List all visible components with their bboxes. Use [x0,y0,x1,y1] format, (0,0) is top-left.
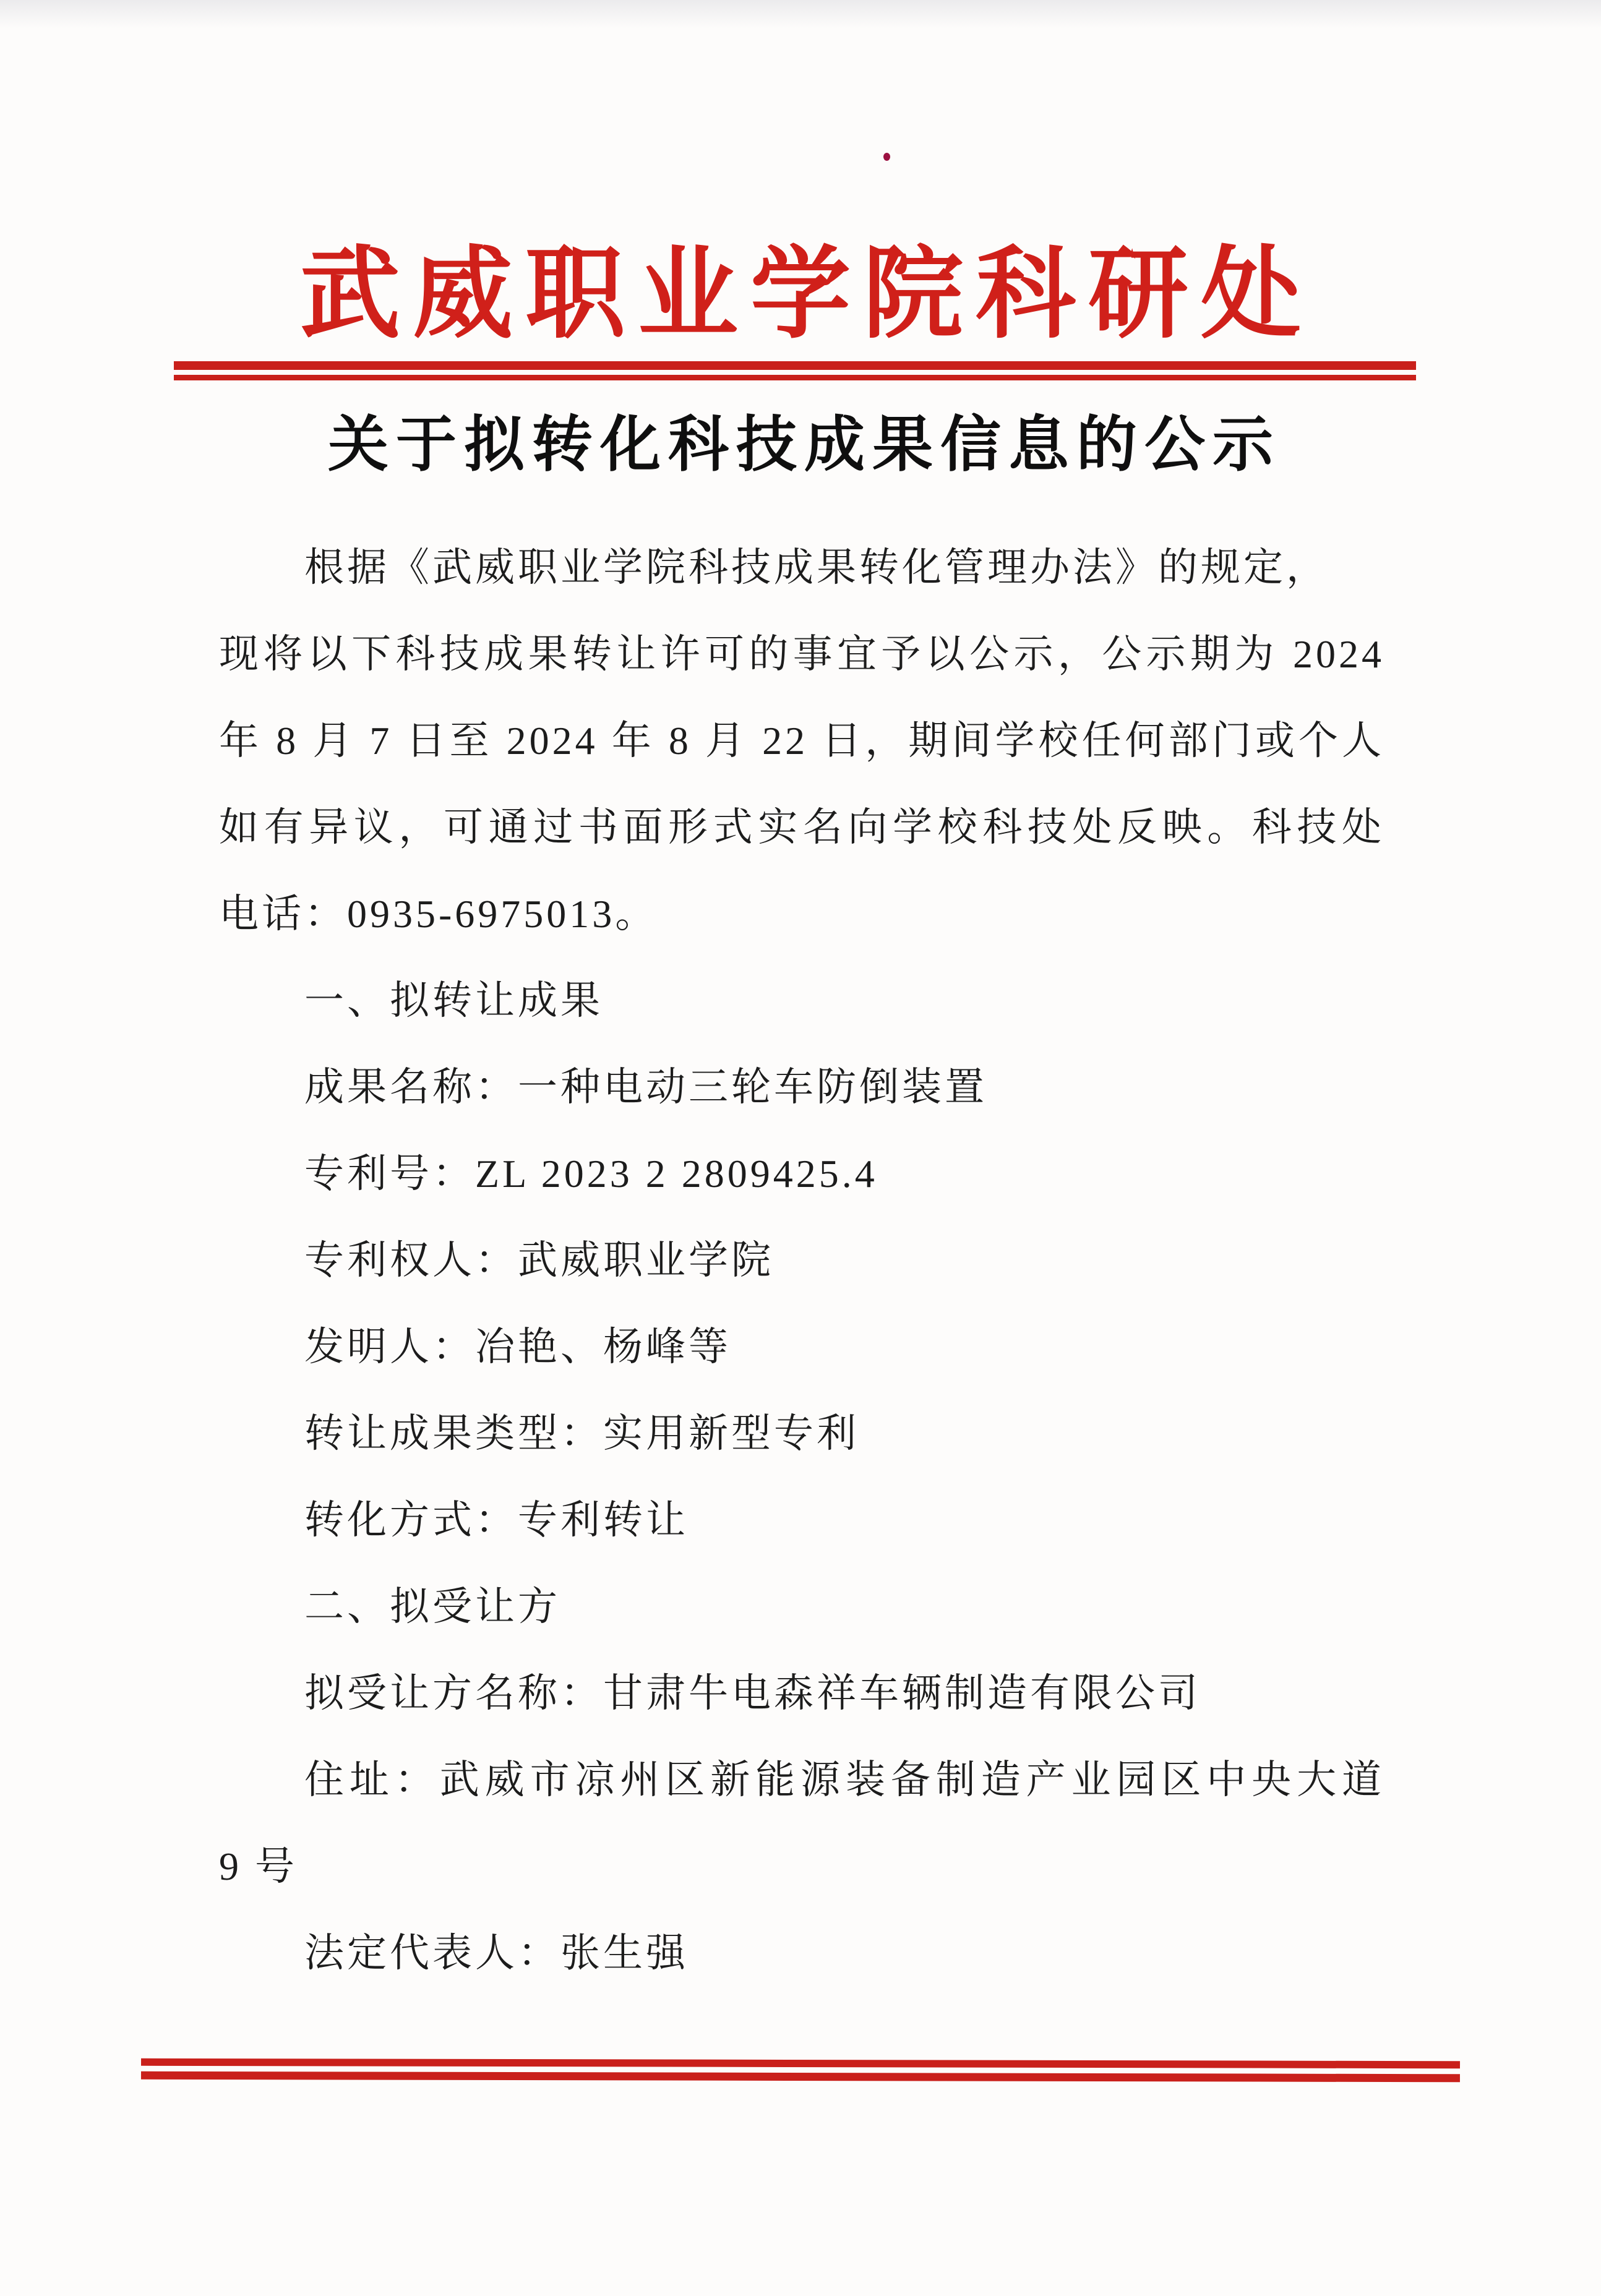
document-line: 年 8 月 7 日至 2024 年 8 月 22 日，期间学校任何部门或个人 [219,719,1384,763]
document-line: 成果名称：一种电动三轮车防倒装置 [304,1065,987,1109]
document-line: 现将以下科技成果转让许可的事宜予以公示，公示期为 2024 [219,632,1384,676]
document-line: 根据《武威职业学院科技成果转化管理办法》的规定， [304,546,1329,589]
document-line: 一、拟转让成果 [304,979,603,1022]
footer-divider-rule [141,2058,1460,2082]
document-line: 转让成果类型：实用新型专利 [304,1411,859,1455]
document-line: 9 号 [219,1844,298,1888]
document-body [219,525,1384,1997]
document-line: 如有异议，可通过书面形式实名向学校科技处反映。科技处 [219,805,1384,849]
document-line: 拟受让方名称：甘肃牛电森祥车辆制造有限公司 [304,1671,1201,1715]
header-divider-rule [174,361,1416,380]
department-header-title: 武威职业学院科研处 [300,240,1313,351]
document-line: 法定代表人：张生强 [304,1931,689,1975]
document-title: 关于拟转化科技成果信息的公示 [327,412,1281,479]
ink-speck [883,153,890,161]
document-line: 专利权人：武威职业学院 [304,1238,774,1282]
scan-noise-edge [0,0,1601,28]
document-line: 发明人：冶艳、杨峰等 [304,1325,731,1369]
document-line: 住址：武威市凉州区新能源装备制造产业园区中央大道 [304,1758,1384,1802]
document-line: 二、拟受让方 [304,1585,560,1629]
document-line: 专利号：ZL 2023 2 2809425.4 [304,1152,878,1196]
document-line: 电话：0935-6975013。 [219,892,658,936]
document-line: 转化方式：专利转让 [304,1498,689,1542]
